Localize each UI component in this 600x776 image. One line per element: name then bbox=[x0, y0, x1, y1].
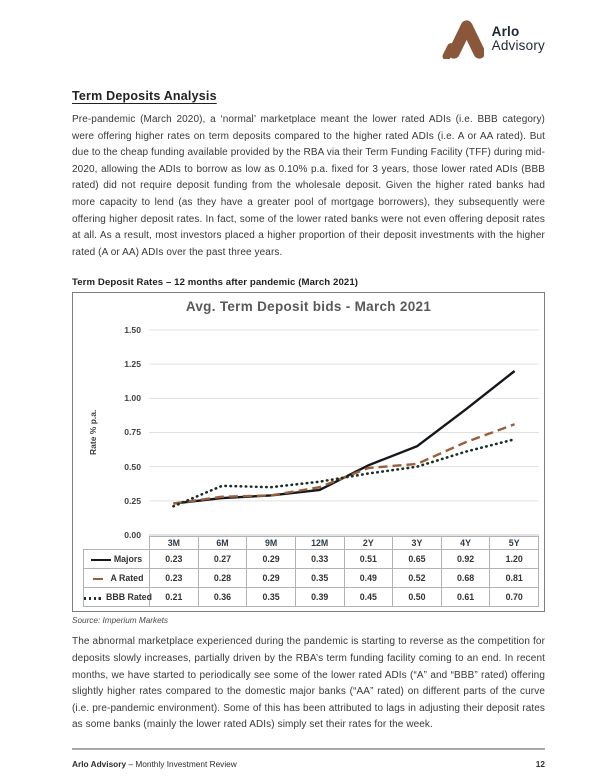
series-line-bbb-rated bbox=[173, 440, 514, 507]
page-footer bbox=[72, 759, 545, 769]
value-cell: 0.51 bbox=[344, 550, 393, 569]
legend-cell bbox=[84, 550, 150, 569]
value-cell: 0.23 bbox=[150, 550, 199, 569]
brand-logo bbox=[72, 18, 545, 60]
value-cell: 0.33 bbox=[295, 550, 344, 569]
footer-brand: Arlo Advisory bbox=[72, 758, 127, 769]
table-row bbox=[84, 588, 539, 607]
term-header-cell: 6M bbox=[198, 537, 247, 550]
value-cell: 0.52 bbox=[393, 569, 442, 588]
chart-data-table bbox=[83, 536, 539, 607]
footer-subtitle: – Monthly Investment Review bbox=[126, 758, 237, 769]
value-cell: 0.92 bbox=[441, 550, 490, 569]
page-number: 12 bbox=[535, 758, 545, 769]
page-title: Term Deposits Analysis bbox=[72, 89, 217, 103]
legend-cell bbox=[84, 569, 150, 588]
value-cell: 0.36 bbox=[198, 588, 247, 607]
value-cell: 0.23 bbox=[150, 569, 199, 588]
brand-wordmark bbox=[492, 25, 545, 54]
value-cell: 0.29 bbox=[247, 569, 296, 588]
dotted-line-key-icon bbox=[84, 597, 103, 600]
term-header-cell: 5Y bbox=[490, 537, 539, 550]
table-corner-cell bbox=[84, 537, 150, 550]
y-tick-label: 0.75 bbox=[124, 427, 141, 438]
value-cell: 0.50 bbox=[393, 588, 442, 607]
term-deposit-chart bbox=[72, 292, 545, 612]
solid-line-key-icon bbox=[91, 559, 111, 562]
source-note: Source: Imperium Markets bbox=[72, 616, 169, 626]
intro-paragraph: Pre-pandemic (March 2020), a ‘normal’ marketplace meant the lower rated ADIs (i.e. BBB category) were offering higher rates on term deposits compared to the higher rated ADIs (i.e. A or AA rated). But due to the cheap funding available provided by the RBA via their Term Funding Facility (TFF) during mid-2020, allowing the ADIs to borrow as low as 0.10% p.a. fixed for 3 years, those lower rated ADIs (BBB rated) did not require deposit funding from the wholesale deposit. Given the higher rated banks had more capacity to lend (as they have a greater pool of mortgage borrowers), they subsequently were offering higher deposit rates. In fact, some of the lower rated banks were not even offering deposit rates at all. As a result, most investors placed a higher proportion of their deposit investments with the higher rated (A or AA) ADIs over the past three years. bbox=[72, 114, 545, 258]
term-header-cell: 4Y bbox=[441, 537, 490, 550]
term-header-cell: 12M bbox=[295, 537, 344, 550]
value-cell: 0.45 bbox=[344, 588, 393, 607]
term-header-cell: 9M bbox=[247, 537, 296, 550]
y-tick-label: 1.00 bbox=[124, 393, 141, 404]
y-axis-tick-labels bbox=[109, 324, 141, 540]
value-cell: 0.70 bbox=[490, 588, 539, 607]
series-name: A Rated bbox=[110, 573, 144, 584]
value-cell: 0.39 bbox=[295, 588, 344, 607]
chart-caption: Term Deposit Rates – 12 months after pandemic (March 2021) bbox=[72, 277, 359, 289]
y-tick-label: 0.00 bbox=[124, 529, 141, 540]
value-cell: 0.65 bbox=[393, 550, 442, 569]
term-header-cell: 3Y bbox=[393, 537, 442, 550]
term-header-cell: 3M bbox=[150, 537, 199, 550]
value-cell: 0.81 bbox=[490, 569, 539, 588]
dashed-line-key-icon bbox=[93, 578, 103, 581]
y-tick-label: 1.50 bbox=[124, 324, 141, 335]
value-cell: 0.68 bbox=[441, 569, 490, 588]
value-cell: 0.27 bbox=[198, 550, 247, 569]
legend-cell bbox=[84, 588, 150, 607]
value-cell: 0.35 bbox=[247, 588, 296, 607]
brand-name: Arlo bbox=[491, 23, 520, 39]
arlo-logo-a-icon bbox=[442, 19, 484, 59]
y-tick-label: 0.25 bbox=[124, 495, 141, 506]
closing-paragraph: The abnormal marketplace experienced during the pandemic is starting to reverse as the competition for deposits slowly increases, partially driven by the RBA’s term funding facility coming to an end. In recent months, we have started to periodically see some of the lower rated ADIs (“A” and “BBB” rated) offering slightly higher rates compared to the domestic major banks (“AA” rated) on different parts of the curve (i.e. pre-pandemic environment). Some of this has been attributed to lags in adjusting their deposit rates as some banks (mainly the lower rated ADIs) simply set their rates for the week. bbox=[72, 636, 545, 731]
y-tick-label: 0.50 bbox=[124, 461, 141, 472]
series-line-majors bbox=[173, 371, 514, 504]
value-cell: 1.20 bbox=[490, 550, 539, 569]
value-cell: 0.49 bbox=[344, 569, 393, 588]
value-cell: 0.29 bbox=[247, 550, 296, 569]
y-tick-label: 1.25 bbox=[124, 359, 141, 369]
table-row bbox=[84, 569, 539, 588]
table-row bbox=[84, 550, 539, 569]
brand-suffix: Advisory bbox=[491, 38, 545, 53]
term-header-cell: 2Y bbox=[344, 537, 393, 550]
value-cell: 0.61 bbox=[441, 588, 490, 607]
series-name: BBB Rated bbox=[106, 592, 152, 603]
value-cell: 0.21 bbox=[150, 588, 199, 607]
value-cell: 0.35 bbox=[295, 569, 344, 588]
plot-area bbox=[149, 329, 539, 536]
chart-title: Avg. Term Deposit bids - March 2021 bbox=[185, 299, 432, 315]
footer-divider bbox=[72, 748, 545, 750]
y-axis-title: Rate % p.a. bbox=[88, 410, 98, 456]
series-line-a-rated bbox=[173, 425, 514, 504]
value-cell: 0.28 bbox=[198, 569, 247, 588]
footer-text bbox=[72, 759, 237, 769]
series-name: Majors bbox=[113, 554, 143, 565]
